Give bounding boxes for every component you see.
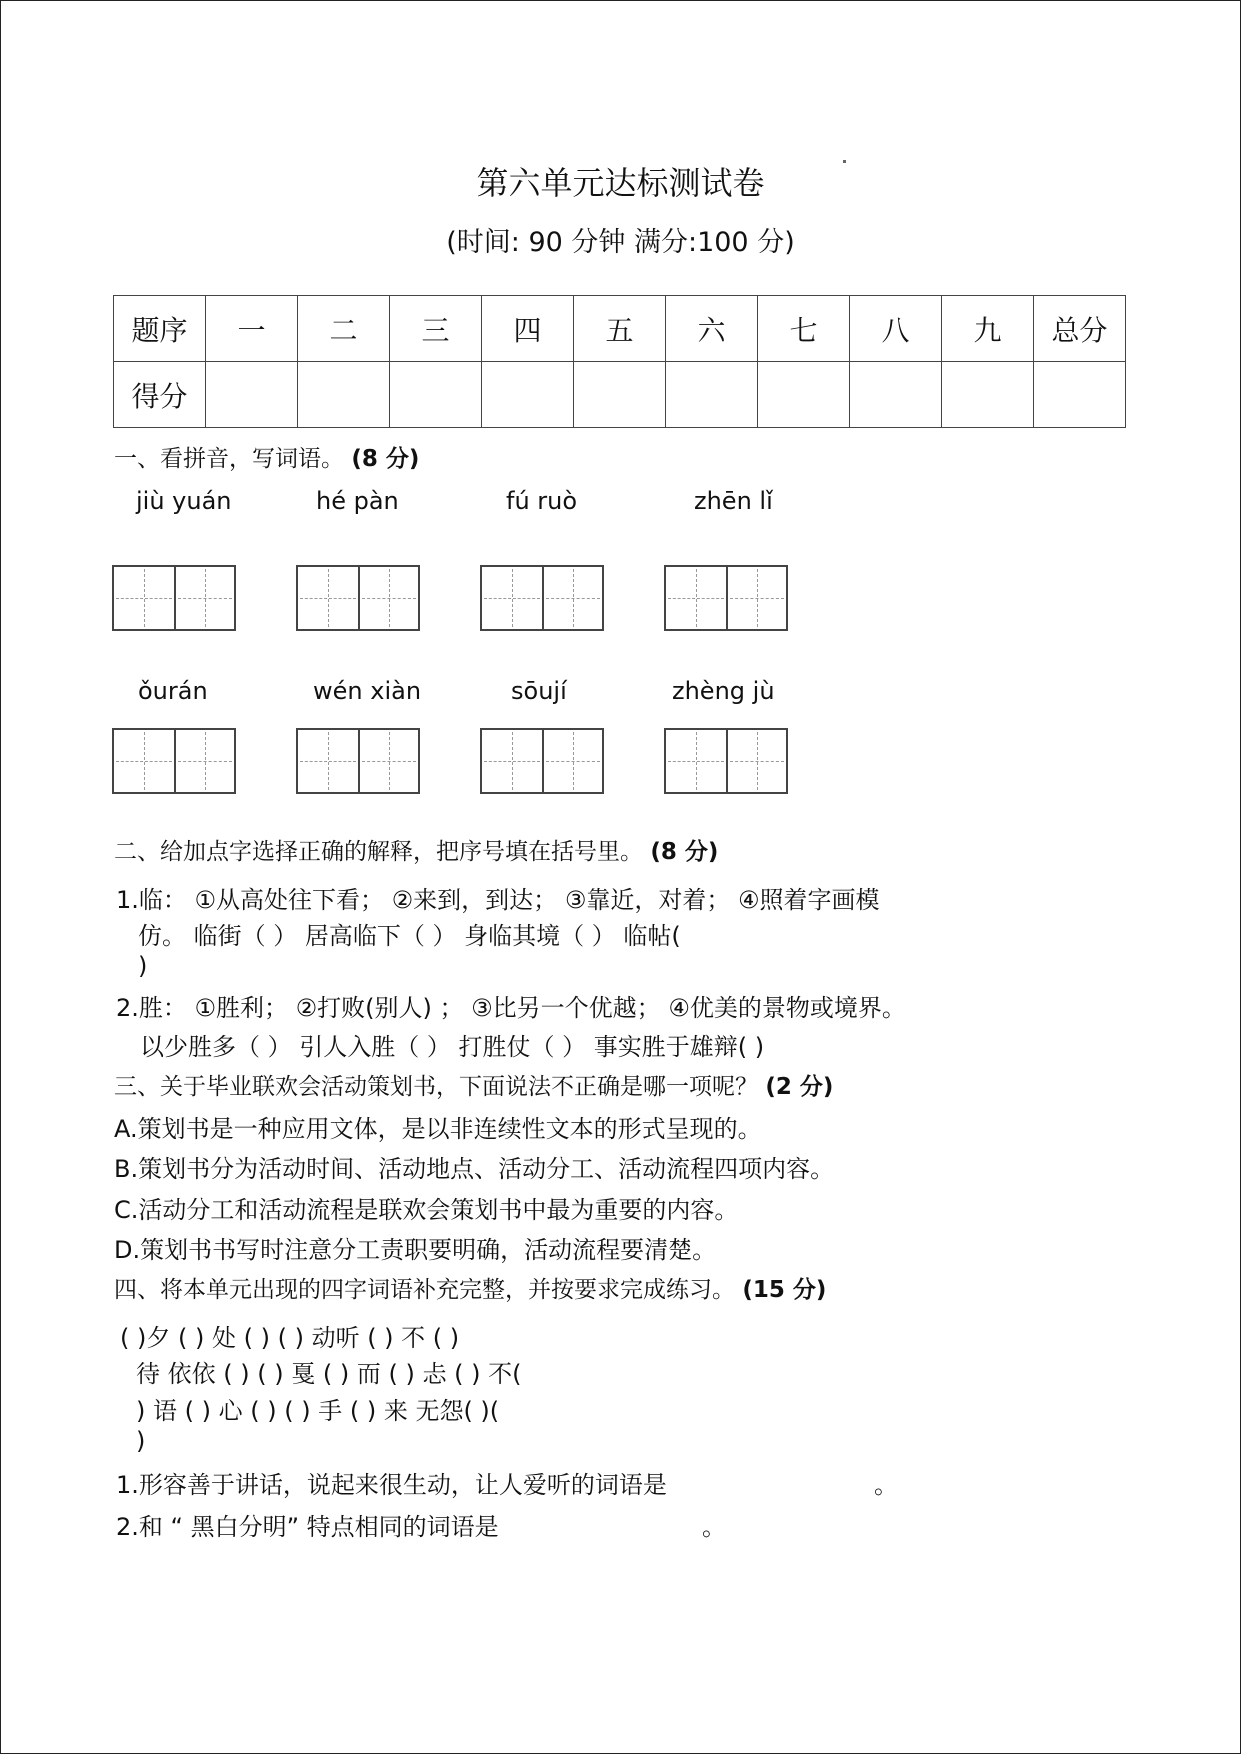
score-table-header-cell: 七 (758, 296, 850, 362)
score-table-header-cell: 题序 (114, 296, 206, 362)
writing-grid[interactable] (664, 565, 788, 631)
pinyin-label: zhēn lǐ (694, 487, 773, 515)
score-cell[interactable] (574, 362, 666, 428)
q4-line: ( )夕 ( ) 处 ( ) ( ) 动听 ( ) 不 ( ) (120, 1324, 460, 1352)
writing-grid[interactable] (112, 565, 236, 631)
q4-sub1: 1.形容善于讲话，说起来很生动，让人爱听的词语是 (116, 1471, 667, 1499)
q4-line: 待 依依 ( ) ( ) 戛 ( ) 而 ( ) 忐 ( ) 不( (136, 1360, 522, 1388)
score-table-header-cell: 四 (482, 296, 574, 362)
score-table-header-cell: 二 (298, 296, 390, 362)
pinyin-label: jiù yuán (136, 487, 232, 515)
writing-grid[interactable] (664, 728, 788, 794)
q3-points: (2 分) (765, 1074, 834, 1100)
q3-option: C.活动分工和活动流程是联欢会策划书中最为重要的内容。 (114, 1196, 739, 1224)
q2-line: 1.临： ①从高处往下看； ②来到，到达； ③靠近，对着； ④照着字画模 (116, 886, 880, 914)
q2-heading-text: 二、给加点字选择正确的解释，把序号填在括号里。 (114, 839, 643, 865)
q2-line: 仿。 临街（ ） 居高临下（ ） 身临其境（ ） 临帖( (138, 922, 681, 950)
score-cell[interactable] (482, 362, 574, 428)
score-cell[interactable] (850, 362, 942, 428)
q1-points: (8 分) (351, 446, 420, 472)
score-table-header-cell: 五 (574, 296, 666, 362)
writing-grid[interactable] (480, 728, 604, 794)
score-table-score-row (114, 362, 1126, 428)
q1-heading (114, 440, 419, 473)
score-cell[interactable] (298, 362, 390, 428)
writing-grid[interactable] (296, 565, 420, 631)
pinyin-label: ǒurán (138, 677, 208, 705)
writing-grid[interactable] (112, 728, 236, 794)
q4-points: (15 分) (742, 1277, 827, 1303)
score-table-header-cell: 九 (942, 296, 1034, 362)
q3-heading (114, 1068, 833, 1101)
score-cell[interactable] (666, 362, 758, 428)
q3-option: A.策划书是一种应用文体，是以非连续性文本的形式呈现的。 (114, 1115, 762, 1143)
q4-heading-text: 四、将本单元出现的四字词语补充完整，并按要求完成练习。 (114, 1277, 735, 1303)
score-cell[interactable] (390, 362, 482, 428)
score-table-header-cell: 八 (850, 296, 942, 362)
q2-points: (8 分) (650, 839, 719, 865)
pinyin-label: fú ruò (506, 487, 578, 515)
score-cell[interactable] (206, 362, 298, 428)
pinyin-label: hé pàn (316, 487, 399, 515)
score-cell[interactable] (942, 362, 1034, 428)
writing-grid[interactable] (296, 728, 420, 794)
q4-sub2: 2.和 “ 黑白分明” 特点相同的词语是 (116, 1513, 499, 1541)
score-table (113, 295, 1126, 428)
score-table-header-cell: 一 (206, 296, 298, 362)
q3-option: B.策划书分为活动时间、活动地点、活动分工、活动流程四项内容。 (114, 1155, 835, 1183)
q2-line: 2.胜： ①胜利； ②打败(别人) ； ③比另一个优越； ④优美的景物或境界。 (116, 994, 906, 1022)
exam-time-score-info: (时间: 90 分钟 满分:100 分) (446, 227, 795, 258)
q4-sub1-end: 。 (874, 1471, 898, 1499)
score-table-header-cell: 三 (390, 296, 482, 362)
pinyin-label: zhèng jù (672, 677, 775, 705)
score-table-header-cell: 六 (666, 296, 758, 362)
score-table-header-cell: 总分 (1034, 296, 1126, 362)
q4-line: ) 语 ( ) 心 ( ) ( ) 手 ( ) 来 无怨( )( (136, 1397, 500, 1425)
q4-line: ) (136, 1427, 146, 1455)
pinyin-label: wén xiàn (313, 677, 422, 705)
writing-grid[interactable] (480, 565, 604, 631)
q3-option: D.策划书书写时注意分工责职要明确，活动流程要清楚。 (114, 1236, 717, 1264)
score-row-label: 得分 (114, 362, 206, 428)
q2-heading (114, 833, 718, 866)
q3-heading-text: 三、关于毕业联欢会活动策划书，下面说法不正确是哪一项呢？ (114, 1074, 758, 1100)
q4-sub2-end: 。 (702, 1513, 726, 1541)
q1-heading-text: 一、看拼音，写词语。 (114, 446, 344, 472)
page-title: 第六单元达标测试卷 (476, 164, 765, 202)
score-cell[interactable] (1034, 362, 1126, 428)
q2-line: ) (138, 952, 148, 980)
q4-heading (114, 1271, 826, 1304)
score-cell[interactable] (758, 362, 850, 428)
pinyin-label: sōují (511, 677, 567, 705)
q2-line: 以少胜多（ ） 引人入胜（ ） 打胜仗（ ） 事实胜于雄辩( ) (140, 1033, 765, 1061)
score-table-header-row (114, 296, 1126, 362)
